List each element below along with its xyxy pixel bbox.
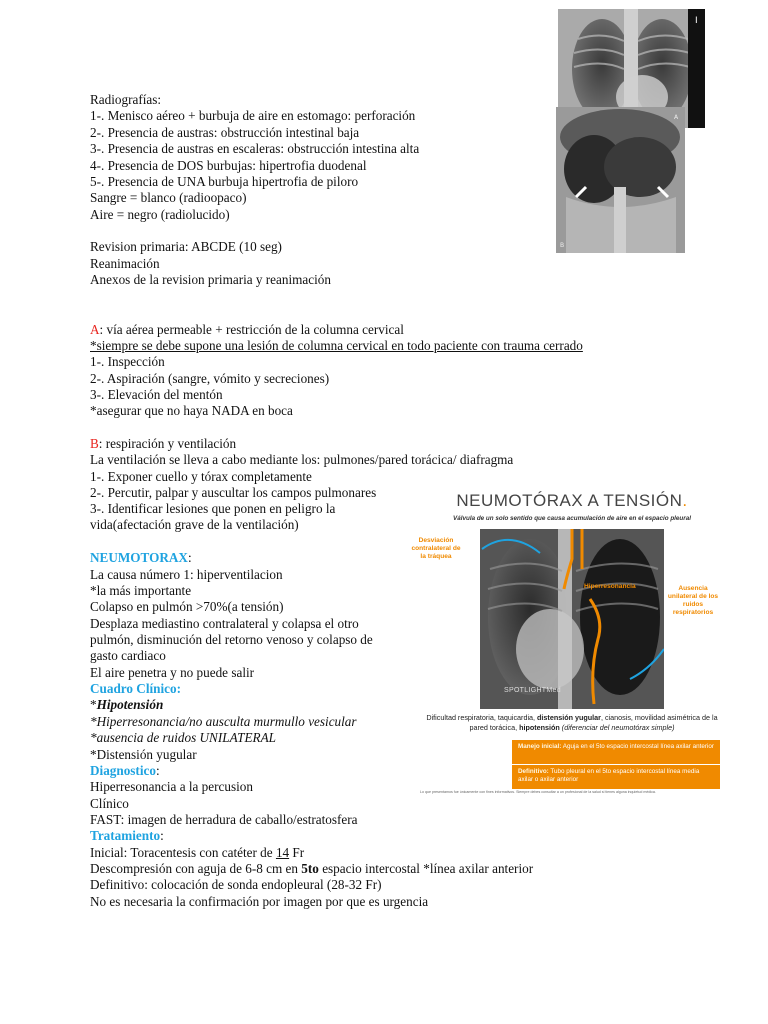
tratamiento-title	[90, 828, 164, 844]
diagnostico-title	[90, 763, 160, 779]
cuadro-item: *ausencia de ruidos UNILATERAL	[90, 730, 276, 745]
radiografias-item: 4-. Presencia de DOS burbujas: hipertrofia duodenal	[90, 158, 367, 173]
diagnostico-item: Clínico	[90, 796, 129, 811]
neumotorax-line: pulmón, disminución del retorno venoso y colapso de	[90, 632, 373, 647]
cuadro-clinico-title: Cuadro Clínico:	[90, 681, 181, 696]
cuadro-item: *Distensión yugular	[90, 747, 197, 762]
svg-text:I: I	[695, 16, 698, 26]
caption-bold-2: hipotensión	[519, 722, 560, 732]
label-hiperresonancia: Hiperresonancia	[584, 583, 636, 590]
tratamiento-descompresion	[90, 861, 533, 877]
section-b-item: 2-. Percutir, palpar y auscultar los campos pulmonares	[90, 485, 377, 500]
neumotorax-line: La causa número 1: hiperventilacion	[90, 567, 283, 582]
label-ausencia-ruidos: Ausencia unilateral de los ruidos respiratorios	[667, 585, 719, 616]
infographic-title	[418, 491, 726, 511]
section-a-heading	[90, 322, 404, 338]
manejo-inicial-key: Manejo inicial:	[518, 743, 562, 750]
section-b-heading	[90, 436, 236, 452]
neumotorax-line: Desplaza mediastino contralateral y colapsa el otro	[90, 616, 359, 631]
infographic-caption	[418, 713, 726, 732]
diagnostico-item: FAST: imagen de herradura de caballo/estratosfera	[90, 812, 358, 827]
tratamiento-inicial	[90, 845, 304, 861]
section-b-item: La ventilación se lleva a cabo mediante los: pulmones/pared torácica/ diafragma	[90, 452, 514, 467]
section-a-text: : vía aérea permeable + restricción de la columna cervical	[99, 322, 404, 337]
tratamiento-inicial-text: Inicial: Toracentesis con catéter de	[90, 845, 276, 860]
section-b-item: vida(afectación grave de la ventilación)	[90, 517, 299, 532]
revision-line: Anexos de la revision primaria y reanimación	[90, 272, 331, 287]
definitivo-key: Definitivo:	[518, 768, 549, 775]
tratamiento-descomp-bold: 5to	[301, 861, 319, 876]
manejo-inicial-box	[512, 740, 720, 764]
tratamiento-descomp-rest: espacio intercostal *línea axilar anterior	[318, 861, 534, 876]
caption-bold-1: distensión yugular	[537, 713, 601, 722]
definitivo-text: Tubo pleural en el 5to espacio intercostal línea media axilar o axilar anterior	[518, 768, 700, 783]
label-desviacion-traquea: Desviación contralateral de la tráquea	[411, 537, 461, 560]
section-a-item: 2-. Aspiración (sangre, vómito y secreciones)	[90, 371, 330, 386]
neumotorax-line: Colapso en pulmón >70%(a tensión)	[90, 599, 284, 614]
cuadro-item-hipotension-text: Hipotensión	[96, 697, 164, 712]
section-a-item: 3-. Elevación del mentón	[90, 387, 223, 402]
definitivo-box	[512, 765, 720, 789]
tratamiento-definitivo: Definitivo: colocación de sonda endopleural (28-32 Fr)	[90, 877, 382, 892]
cuadro-item-hipotension	[90, 697, 163, 713]
infographic-chest-xray	[480, 529, 664, 709]
section-b-item: 1-. Exponer cuello y tórax completamente	[90, 469, 312, 484]
section-a-note: *siempre se debe supone una lesión de columna cervical en todo paciente con trauma cerrado	[90, 338, 583, 353]
caption-text-mid: , cianosis, movilidad asimétrica de la pared torácica,	[469, 713, 718, 732]
radiografias-title: Radiografías:	[90, 92, 162, 107]
infographic-subtitle: Válvula de un solo sentido que causa acumulación de aire en el espacio pleural	[453, 515, 691, 522]
radiografias-item: 1-. Menisco aéreo + burbuja de aire en estomago: perforación	[90, 108, 416, 123]
radiografias-item: Aire = negro (radiolucido)	[90, 207, 230, 222]
abdominal-xray-image	[556, 107, 685, 253]
radiografias-item: 5-. Presencia de UNA burbuja hipertrofia de piloro	[90, 174, 359, 189]
neumotorax-line: gasto cardiaco	[90, 648, 166, 663]
manejo-inicial-text: Aguja en el 5to espacio intercostal línea axilar anterior	[561, 743, 715, 750]
section-a-letter: A	[90, 322, 100, 337]
cuadro-item: *Hiperresonancia/no ausculta murmullo vesicular	[90, 714, 357, 729]
section-b-text: : respiración y ventilación	[98, 436, 237, 451]
section-b-letter: B	[90, 436, 99, 451]
tratamiento-title-text: Tratamiento	[90, 828, 161, 843]
section-a-item: 1-. Inspección	[90, 354, 165, 369]
infographic-footnote: Lo que presentamos fue únicamente con fines informativos. Siempre debes consultar a un profesional de la salud si tienes alguna inquietud médica.	[420, 790, 656, 794]
revision-line: Reanimación	[90, 256, 160, 271]
tratamiento-inicial-num: 14	[275, 845, 290, 860]
diagnostico-item: Hiperresonancia a la percusion	[90, 779, 253, 794]
neumotorax-title-text: NEUMOTORAX	[90, 550, 188, 565]
svg-text:B: B	[560, 242, 565, 249]
neumotorax-line: *la más importante	[90, 583, 192, 598]
diagnostico-colon: :	[155, 763, 160, 778]
cuadro-item-prefix: *	[90, 697, 97, 712]
tratamiento-nota: No es necesaria la confirmación por imagen por que es urgencia	[90, 894, 429, 909]
spotlight-watermark: SPOTLIGHTMed	[504, 687, 561, 694]
section-b-item: 3-. Identificar lesiones que ponen en peligro la	[90, 501, 336, 516]
revision-line: Revision primaria: ABCDE (10 seg)	[90, 239, 282, 254]
infographic-title-dot: .	[682, 491, 688, 510]
tratamiento-inicial-unit: Fr	[289, 845, 305, 860]
tratamiento-descomp-text: Descompresión con aguja de 6-8 cm en	[90, 861, 302, 876]
tratamiento-colon: :	[160, 828, 164, 843]
section-a-item: *asegurar que no haya NADA en boca	[90, 403, 293, 418]
diagnostico-title-text: Diagnostico	[90, 763, 156, 778]
radiografias-item: 3-. Presencia de austras en escaleras: obstrucción intestina alta	[90, 141, 420, 156]
radiografias-item: 2-. Presencia de austras: obstrucción intestinal baja	[90, 125, 360, 140]
neumotorax-line: El aire penetra y no puede salir	[90, 665, 255, 680]
caption-text: Dificultad respiratoria, taquicardia,	[426, 713, 538, 722]
neumotorax-title	[90, 550, 192, 566]
neumotorax-infographic	[411, 485, 726, 800]
neumotorax-title-colon: :	[187, 550, 192, 565]
radiografias-item: Sangre = blanco (radioopaco)	[90, 190, 247, 205]
infographic-title-text: NEUMOTÓRAX A TENSIÓN	[456, 491, 683, 510]
svg-text:A: A	[674, 114, 679, 121]
caption-note: (diferenciar del neumotórax simple)	[559, 722, 675, 732]
